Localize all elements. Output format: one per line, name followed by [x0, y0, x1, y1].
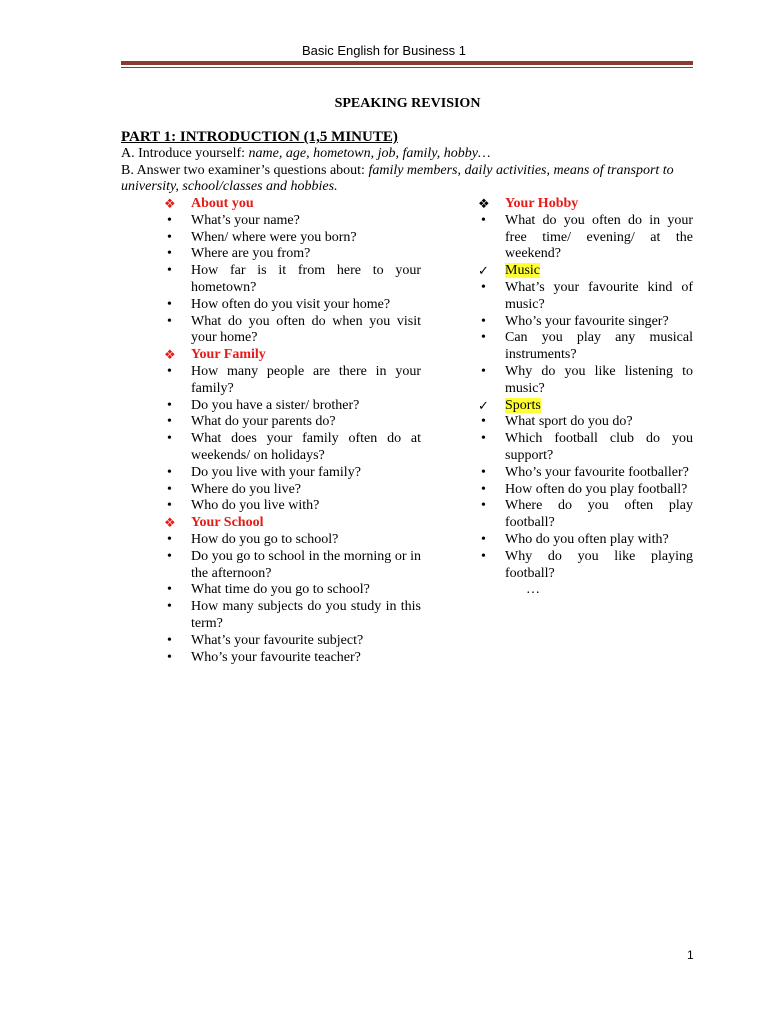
question-text: Who do you often play with? [505, 531, 669, 547]
section-label: Your School [191, 515, 264, 531]
diamond-icon: ❖ [164, 515, 176, 531]
list-item [164, 263, 421, 297]
section-heading-your-family [164, 347, 421, 364]
bullet-icon: • [167, 599, 172, 615]
section-heading-your-school [164, 515, 421, 532]
bullet-icon: • [167, 481, 172, 497]
list-item [478, 498, 693, 532]
bullet-icon: • [167, 531, 172, 547]
list-item [164, 633, 421, 650]
subsection-heading-sports [478, 398, 693, 415]
list-item [164, 314, 421, 348]
bullet-icon: • [167, 464, 172, 480]
question-text: Why do you like listening to music? [505, 363, 693, 396]
list-item [478, 213, 693, 263]
document-title: SPEAKING REVISION [334, 96, 481, 111]
bullet-icon: • [167, 414, 172, 430]
question-text: How often do you play football? [505, 481, 688, 497]
instruction-a [121, 146, 693, 163]
left-column [164, 196, 421, 666]
instruction-b [121, 163, 693, 197]
question-text: What’s your favourite subject? [191, 632, 364, 648]
bullet-icon: • [167, 632, 172, 648]
question-text: What’s your name? [191, 212, 300, 228]
question-text: Can you play any musical instruments? [505, 330, 693, 363]
question-text: Who’s your favourite singer? [505, 313, 669, 329]
section-label: Your Hobby [505, 196, 579, 211]
question-text: Why do you like playing football? [505, 548, 693, 581]
list-item [478, 314, 693, 331]
list-item [478, 532, 693, 549]
list-item [478, 414, 693, 431]
list-item [478, 364, 693, 398]
list-item [164, 431, 421, 465]
header-title: Basic English for Business 1 [301, 43, 467, 58]
checkmark-icon: ✓ [478, 397, 489, 413]
bullet-icon: • [481, 548, 486, 564]
list-item [164, 549, 421, 583]
question-text: Where do you often play football? [505, 498, 693, 531]
checkmark-icon: ✓ [478, 263, 489, 279]
bullet-icon: • [481, 363, 486, 379]
question-text: When/ where were you born? [191, 229, 357, 245]
question-text: Where do you live? [191, 481, 302, 497]
list-item [478, 330, 693, 364]
subsection-heading-music [478, 263, 693, 280]
list-item [164, 498, 421, 515]
header-rule-thin [121, 67, 693, 68]
question-text: Do you live with your family? [191, 464, 361, 480]
bullet-icon: • [481, 531, 486, 547]
question-text: What does your family often do at weekends/ on holidays? [191, 431, 421, 463]
list-item [164, 582, 421, 599]
question-text: What do you often do when you visit your home? [191, 313, 421, 346]
list-item [478, 431, 693, 465]
page-number: 1 [687, 948, 694, 962]
bullet-icon: • [167, 363, 172, 379]
bullet-icon: • [481, 498, 486, 514]
bullet-icon: • [167, 498, 172, 514]
list-item [478, 549, 693, 583]
bullet-icon: • [167, 548, 172, 564]
bullet-icon: • [167, 263, 172, 279]
section-heading-your-hobby [478, 196, 693, 213]
bullet-icon: • [481, 330, 486, 346]
question-text: What’s your favourite kind of music? [505, 279, 693, 312]
bullet-icon: • [167, 313, 172, 329]
question-text: Do you go to school in the morning or in the afternoon? [191, 548, 421, 581]
bullet-icon: • [167, 229, 172, 245]
list-item [164, 599, 421, 633]
question-text: What do your parents do? [191, 414, 336, 430]
instruction-b-topics: family members, daily activities, means of transport to university, school/classes and hobbies. [121, 162, 674, 195]
list-item [164, 398, 421, 415]
question-text: Who’s your favourite teacher? [191, 649, 361, 665]
question-text: What do you often do in your free time/ evening/ at the weekend? [505, 212, 693, 262]
instruction-a-topics: name, age, hometown, job, family, hobby… [248, 145, 491, 161]
part-heading: PART 1: INTRODUCTION (1,5 MINUTE) [121, 129, 398, 145]
list-item [164, 532, 421, 549]
question-text: How do you go to school? [191, 531, 339, 547]
bullet-icon: • [481, 313, 486, 329]
bullet-icon: • [167, 296, 172, 312]
question-text: What sport do you do? [505, 414, 633, 430]
question-text: How often do you visit your home? [191, 296, 391, 312]
bullet-icon: • [167, 431, 172, 447]
bullet-icon: • [481, 464, 486, 480]
instruction-b-prefix: B. Answer two examiner’s questions about: [121, 162, 369, 178]
right-column [478, 196, 693, 599]
bullet-icon: • [167, 649, 172, 665]
list-item [164, 465, 421, 482]
question-text: How far is it from here to your hometown? [191, 263, 421, 295]
question-text: How many people are there in your family? [191, 363, 421, 396]
list-item [164, 213, 421, 230]
bullet-icon: • [167, 246, 172, 262]
list-item [478, 482, 693, 499]
intro-block [121, 129, 693, 196]
section-heading-about-you [164, 196, 421, 213]
bullet-icon: • [481, 481, 486, 497]
section-label: Your Family [191, 347, 266, 363]
question-text: Who’s your favourite footballer? [505, 464, 689, 480]
diamond-icon: ❖ [164, 347, 176, 363]
question-text: How many subjects do you study in this term? [191, 599, 421, 631]
subsection-label: Sports [505, 397, 541, 413]
subsection-label: Music [505, 263, 540, 279]
continuation-ellipsis: … [526, 582, 540, 598]
bullet-icon: • [481, 431, 486, 447]
list-item [478, 280, 693, 314]
question-text: Do you have a sister/ brother? [191, 397, 360, 413]
section-label: About you [191, 196, 254, 211]
list-item [164, 230, 421, 247]
instruction-a-prefix: A. Introduce yourself: [121, 145, 249, 161]
bullet-icon: • [481, 212, 486, 228]
list-item [478, 465, 693, 482]
header-rule-thick [121, 61, 693, 65]
question-text: Where are you from? [191, 246, 311, 262]
list-item [164, 297, 421, 314]
list-item [164, 650, 421, 667]
diamond-icon: ❖ [164, 196, 176, 211]
list-item [164, 414, 421, 431]
bullet-icon: • [167, 397, 172, 413]
bullet-icon: • [167, 582, 172, 598]
question-text: Who do you live with? [191, 498, 320, 514]
bullet-icon: • [481, 279, 486, 295]
question-text: Which football club do you support? [505, 431, 693, 463]
diamond-icon: ❖ [478, 196, 490, 211]
list-item [164, 364, 421, 398]
question-text: What time do you go to school? [191, 582, 370, 598]
bullet-icon: • [481, 414, 486, 430]
list-item [164, 482, 421, 499]
list-item [164, 246, 421, 263]
bullet-icon: • [167, 212, 172, 228]
